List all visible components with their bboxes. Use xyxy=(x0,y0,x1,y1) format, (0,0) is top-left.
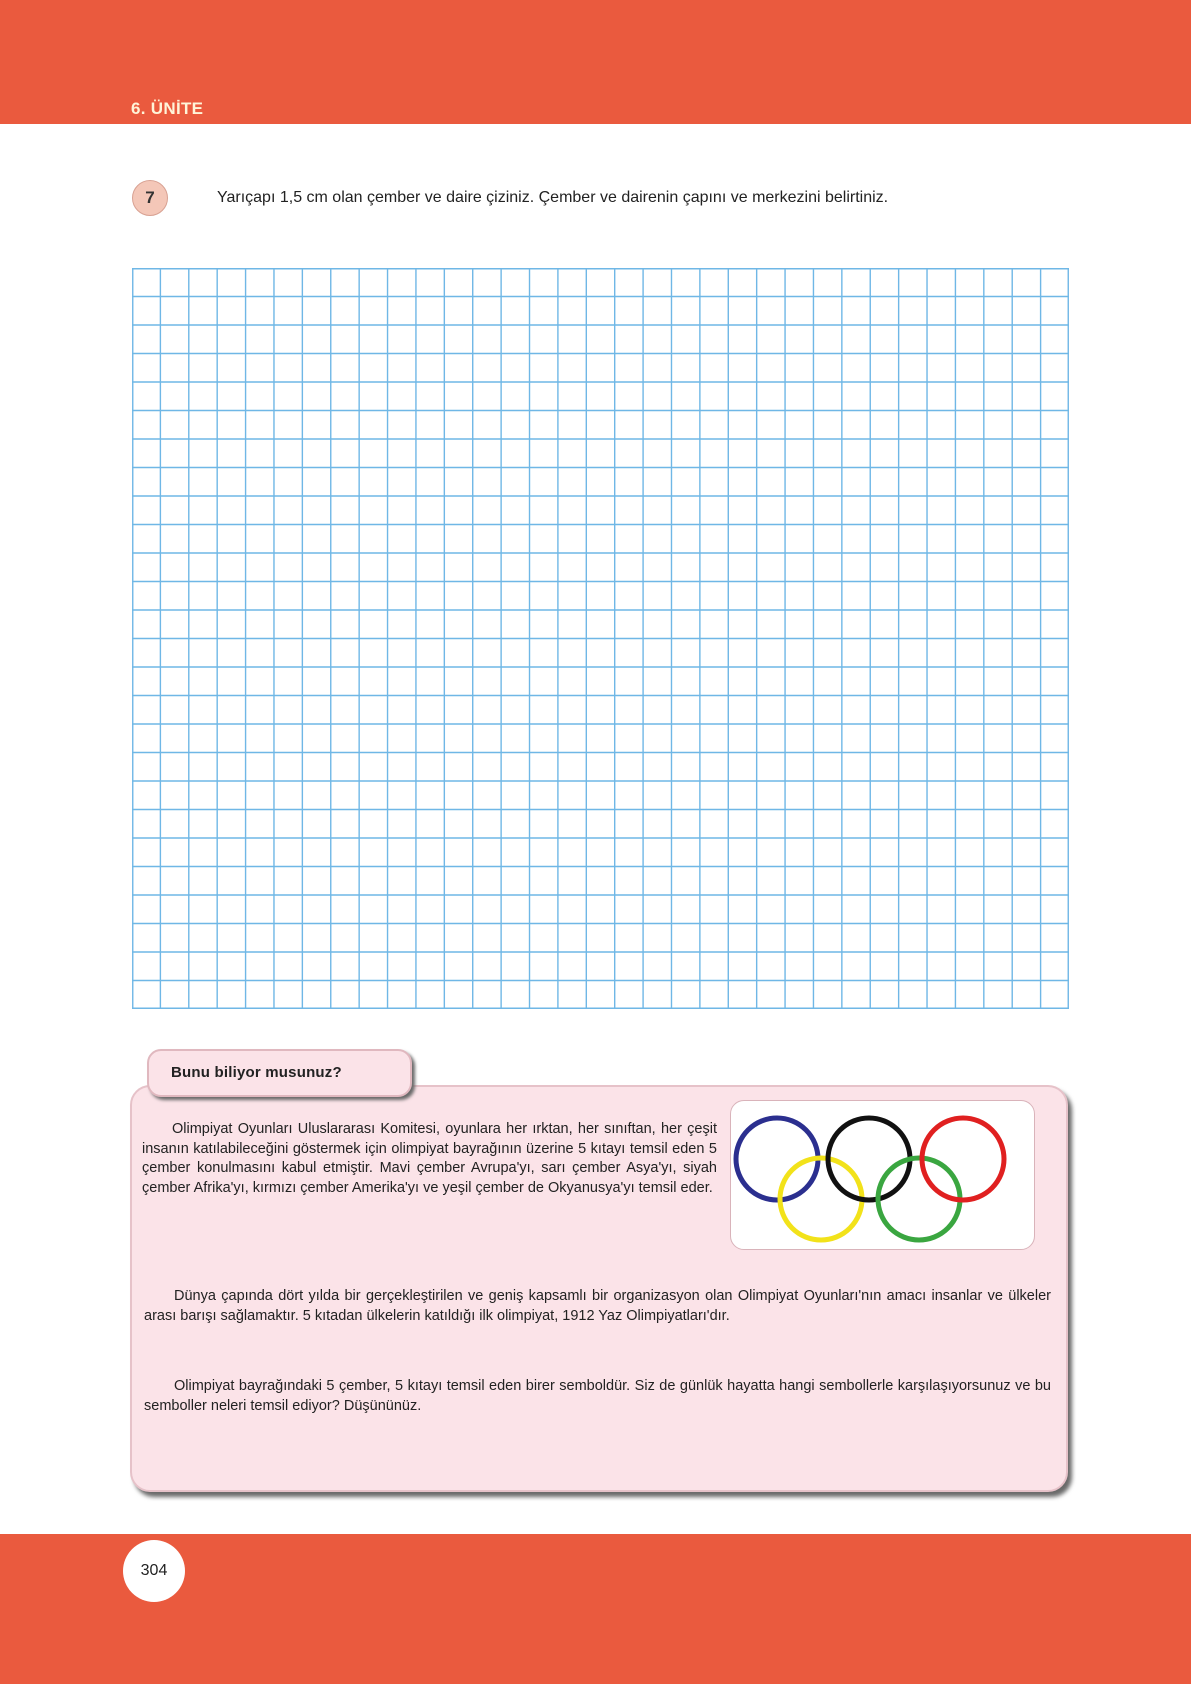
question-text: Yarıçapı 1,5 cm olan çember ve daire çiziniz. Çember ve dairenin çapını ve merkezini belirtiniz. xyxy=(217,189,889,206)
olympic-rings-icon xyxy=(731,1101,1033,1248)
grid-paper xyxy=(132,268,1069,1009)
drawing-grid[interactable] xyxy=(132,268,1069,1009)
info-title: Bunu biliyor musunuz? xyxy=(171,1064,342,1081)
info-title-tab xyxy=(147,1049,412,1097)
info-paragraph-3: Olimpiyat bayrağındaki 5 çember, 5 kıtayı temsil eden birer semboldür. Siz de günlük hayatta hangi sembollerle karşılaşıyorsunuz ve bu semboller neleri temsil ediyor? Düşününüz. xyxy=(144,1378,1051,1414)
unit-label: 6. ÜNİTE xyxy=(131,99,204,118)
ring-black xyxy=(828,1118,910,1200)
question-number-badge: 7 xyxy=(132,180,168,216)
info-paragraph-1: Olimpiyat Oyunları Uluslararası Komitesi, oyunlara her ırktan, her sınıftan, her çeşit insanın katılabileceğini göstermek için olimpiyat bayrağının üzerine 5 kıtayı temsil eden 5 çember konulmasını kabul etmiştir. Mavi çember Avrupa'yı, sarı çember Asya'yı, siyah çember Afrika'yı, kırmızı çember Amerika'yı ve yeşil çember de Okyanusya'yı temsil eder. xyxy=(142,1121,717,1196)
info-paragraph-2: Dünya çapında dört yılda bir gerçekleştirilen ve geniş kapsamlı bir organizasyon olan Olimpiyat Oyunları'nın amacı insanlar ve ülkeler arası barışı sağlamaktır. 5 kıtadan ülkelerin katıldığı ilk olimpiyat, 1912 Yaz Olimpiyatları'dır. xyxy=(144,1288,1051,1324)
olympic-rings-image xyxy=(730,1100,1035,1250)
page-number: 304 xyxy=(123,1540,185,1602)
